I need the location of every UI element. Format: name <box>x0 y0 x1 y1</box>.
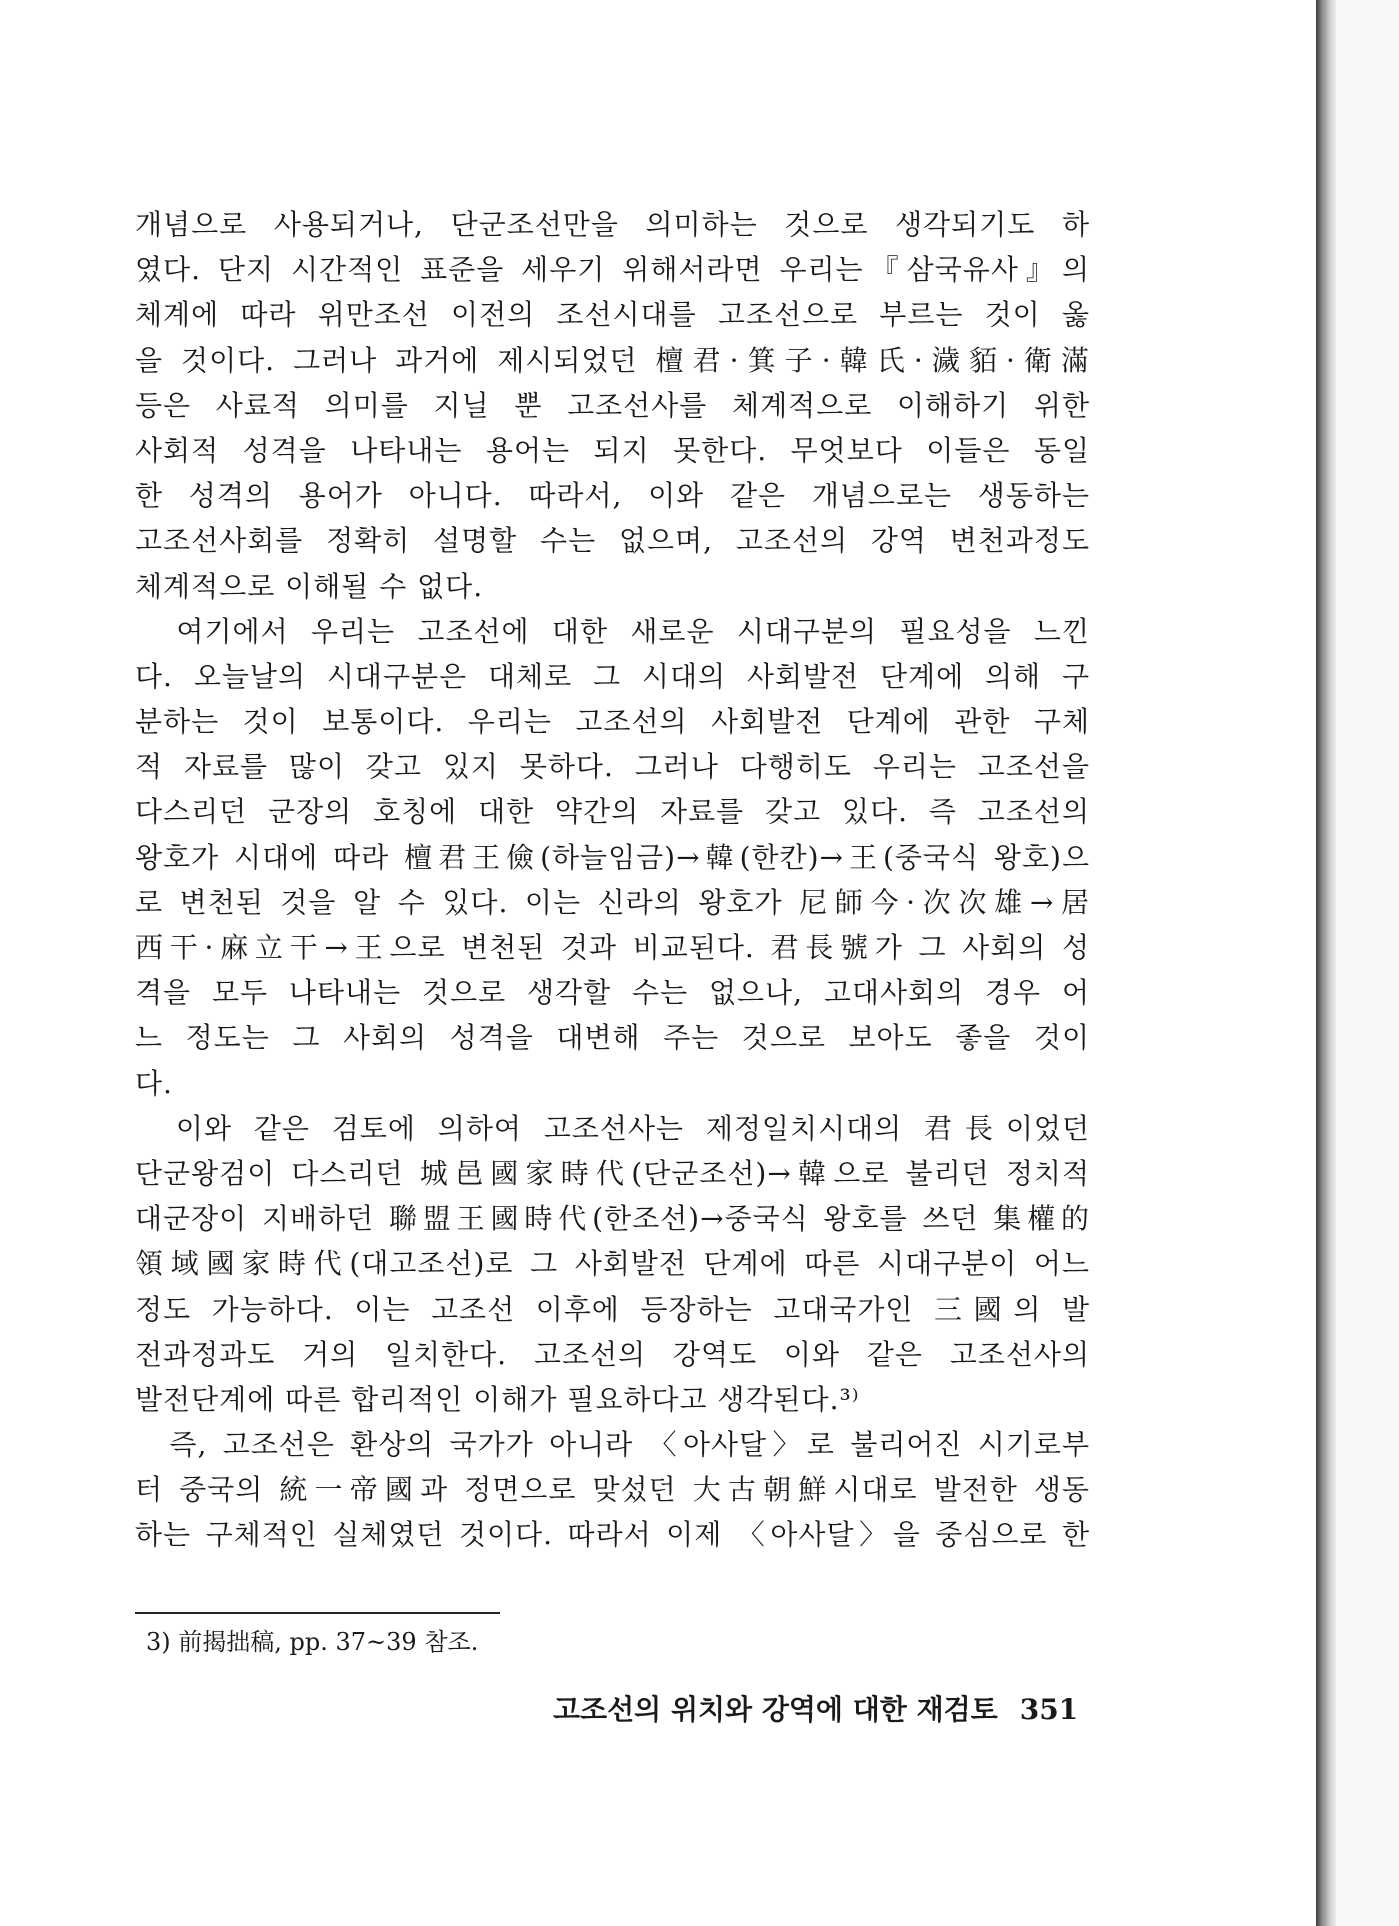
text-line: 적 자료를 많이 갖고 있지 못하다. 그러나 다행히도 우리는 고조선을 <box>135 750 1090 784</box>
text-line: 느 정도는 그 사회의 성격을 대변해 주는 것으로 보아도 좋을 것이 <box>135 1021 1090 1055</box>
text-line: 領域國家時代(대고조선)로 그 사회발전 단계에 따른 시대구분이 어느 <box>135 1247 1090 1281</box>
text-line: 한 성격의 용어가 아니다. 따라서, 이와 같은 개념으로는 생동하는 <box>135 479 1090 513</box>
text-line: 다. <box>135 1066 173 1100</box>
page-number: 351 <box>1019 1693 1079 1726</box>
running-footer <box>553 1688 1078 1732</box>
text-line: 등은 사료적 의미를 지닐 뿐 고조선사를 체계적으로 이해하기 위한 <box>135 388 1090 422</box>
footnote-divider <box>135 1612 500 1614</box>
footnote: 3) 前揭拙稿, pp. 37~39 참조. <box>146 1628 479 1656</box>
scan-margin <box>1336 0 1399 1926</box>
text-line: 였다. 단지 시간적인 표준을 세우기 위해서라면 우리는『삼국유사』의 <box>135 253 1090 287</box>
text-line: 하는 구체적인 실체였던 것이다. 따라서 이제 〈아사달〉을 중심으로 한 <box>135 1518 1090 1552</box>
text-line: 체계적으로 이해될 수 없다. <box>135 569 484 603</box>
text-line: 다스리던 군장의 호칭에 대한 약간의 자료를 갖고 있다. 즉 고조선의 <box>135 795 1090 829</box>
text-line: 터 중국의 統一帝國과 정면으로 맞섰던 大古朝鮮시대로 발전한 생동 <box>135 1473 1090 1507</box>
text-line: 격을 모두 나타내는 것으로 생각할 수는 없으나, 고대사회의 경우 어 <box>135 976 1090 1010</box>
body-text <box>135 202 1090 1558</box>
text-line: 이와 같은 검토에 의하여 고조선사는 제정일치시대의 君長이었던 <box>135 1111 1090 1145</box>
text-line: 전과정과도 거의 일치한다. 고조선의 강역도 이와 같은 고조선사의 <box>135 1337 1090 1371</box>
running-title: 고조선의 위치와 강역에 대한 재검토 <box>553 1693 998 1726</box>
text-line: 발전단계에 따른 합리적인 이해가 필요하다고 생각된다.³⁾ <box>135 1382 860 1416</box>
book-spine-shadow <box>1316 0 1336 1926</box>
text-line: 분하는 것이 보통이다. 우리는 고조선의 사회발전 단계에 관한 구체 <box>135 705 1090 739</box>
text-line: 체계에 따라 위만조선 이전의 조선시대를 고조선으로 부르는 것이 옳 <box>135 298 1090 332</box>
text-line: 대군장이 지배하던 聯盟王國時代(한조선)→중국식 왕호를 쓰던 集權的 <box>135 1202 1090 1236</box>
text-line: 을 것이다. 그러나 과거에 제시되었던 檀君·箕子·韓氏·濊貊·衛滿 <box>135 343 1090 377</box>
text-line: 고조선사회를 정확히 설명할 수는 없으며, 고조선의 강역 변천과정도 <box>135 524 1090 558</box>
text-line: 여기에서 우리는 고조선에 대한 새로운 시대구분의 필요성을 느낀 <box>135 614 1090 648</box>
text-line: 즉, 고조선은 환상의 국가가 아니라 〈아사달〉로 불리어진 시기로부 <box>135 1428 1090 1462</box>
text-line: 西干·麻立干→王으로 변천된 것과 비교된다. 君長號가 그 사회의 성 <box>135 931 1090 964</box>
text-line: 다. 오늘날의 시대구분은 대체로 그 시대의 사회발전 단계에 의해 구 <box>135 659 1090 693</box>
text-line: 사회적 성격을 나타내는 용어는 되지 못한다. 무엇보다 이들은 동일 <box>135 433 1090 467</box>
text-line: 로 변천된 것을 알 수 있다. 이는 신라의 왕호가 尼師今·次次雄→居 <box>135 885 1090 919</box>
text-line: 단군왕검이 다스리던 城邑國家時代(단군조선)→韓으로 불리던 정치적 <box>135 1156 1090 1190</box>
text-line: 정도 가능하다. 이는 고조선 이후에 등장하는 고대국가인 三國의 발 <box>135 1292 1090 1326</box>
text-line: 왕호가 시대에 따라 檀君王儉(하늘임금)→韓(한칸)→王(중국식 왕호)으 <box>135 840 1090 874</box>
text-line: 개념으로 사용되거나, 단군조선만을 의미하는 것으로 생각되기도 하 <box>135 208 1090 241</box>
